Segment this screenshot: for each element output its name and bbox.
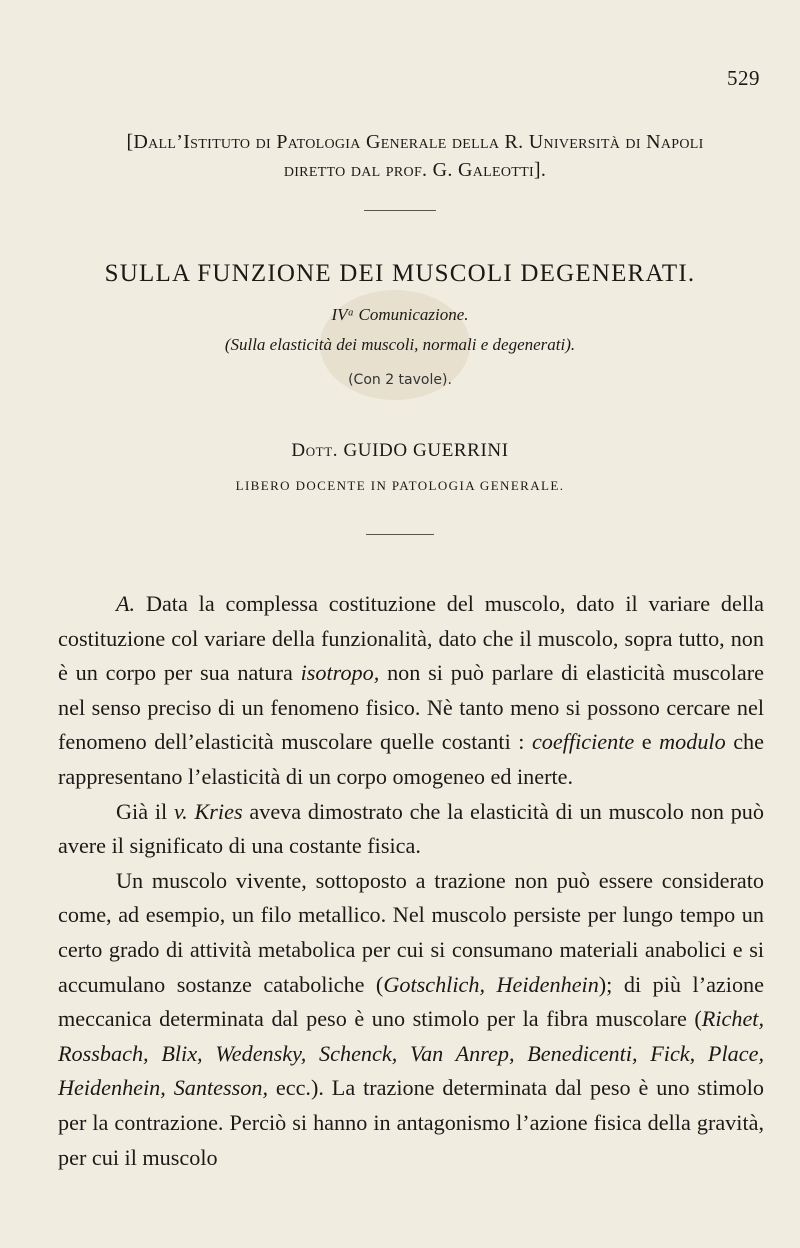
text-run: Un muscolo vivente, sottoposto a trazione non può essere considerato come, ad esempio, un filo metallico. Nel muscolo persiste per lungo tempo un certo grado di attività metabolica per cui si consumano materiali anabolici e si accumulano sostanze cataboliche ( — [58, 867, 764, 997]
article-subject: (Sulla elasticità dei muscoli, normali e degenerati). — [224, 335, 576, 354]
text-run: Data la complessa costituzione del muscolo, dato il variare della costituzione col variare della funzionalità, dato che il muscolo, sopra tutto, non è un corpo per sua natura — [58, 591, 764, 686]
body-text — [58, 587, 764, 1175]
author-prefix: Dott. — [291, 440, 339, 461]
paragraph-3 — [58, 864, 764, 1175]
italic-run: modulo — [659, 729, 726, 755]
italic-run: Gotschlich, Heidenhein — [383, 971, 599, 997]
separator-rule-2 — [366, 534, 434, 535]
section-letter: A. — [116, 591, 136, 616]
institute-header — [70, 128, 760, 184]
text-run: che rappresentano l’elasticità di un corpo omogeneo ed inerte. — [58, 729, 764, 789]
paragraph-1 — [58, 587, 764, 795]
text-run: ecc.). La trazione determinata dal peso è uno stimolo per la contrazione. Perciò si hanno in antagonismo l’azione fisica della gravità, per cui il muscolo — [58, 1075, 764, 1170]
text-run: Già il — [116, 798, 174, 824]
italic-run: Richet, Rossbach, Blix, Wedensky, Schenck, Van Anrep, Benedicenti, Fick, Place, Heidenhein, Santesson, — [58, 1006, 764, 1101]
author-affiliation: LIBERO DOCENTE IN PATOLOGIA GENERALE. — [235, 478, 565, 493]
italic-run: isotropo, — [300, 660, 380, 686]
institute-line-2: diretto dal prof. G. Galeotti]. — [283, 159, 547, 181]
institute-line-1: [Dall’Istituto di Patologia Generale della R. Università di Napoli — [126, 131, 704, 153]
text-run: aveva dimostrato che la elasticità di un muscolo non può avere il significato di una costante fisica. — [58, 798, 764, 859]
text-run: ); di più l’azione meccanica determinata dal peso è uno stimolo per la fibra muscolare ( — [58, 971, 764, 1032]
paragraph-2 — [58, 795, 764, 864]
italic-run: coefficiente — [531, 729, 635, 755]
page-number: 529 — [727, 66, 760, 90]
article-title: SULLA FUNZIONE DEI MUSCOLI DEGENERATI. — [104, 260, 696, 287]
text-run: non si può parlare di elasticità muscolare nel senso preciso di un fenomeno fisico. Nè tanto meno si possono cercare nel fenomeno dell’elasticità muscolare quelle costanti : — [58, 660, 764, 755]
text-run: e — [634, 729, 660, 755]
author-line — [40, 440, 760, 462]
italic-run: v. Kries — [173, 798, 243, 824]
separator-rule — [364, 210, 436, 211]
plates-note: (Con 2 tavole). — [348, 372, 452, 388]
communication-number: IVᵃ Comunicazione. — [331, 305, 469, 324]
author-name: GUIDO GUERRINI — [343, 440, 509, 461]
